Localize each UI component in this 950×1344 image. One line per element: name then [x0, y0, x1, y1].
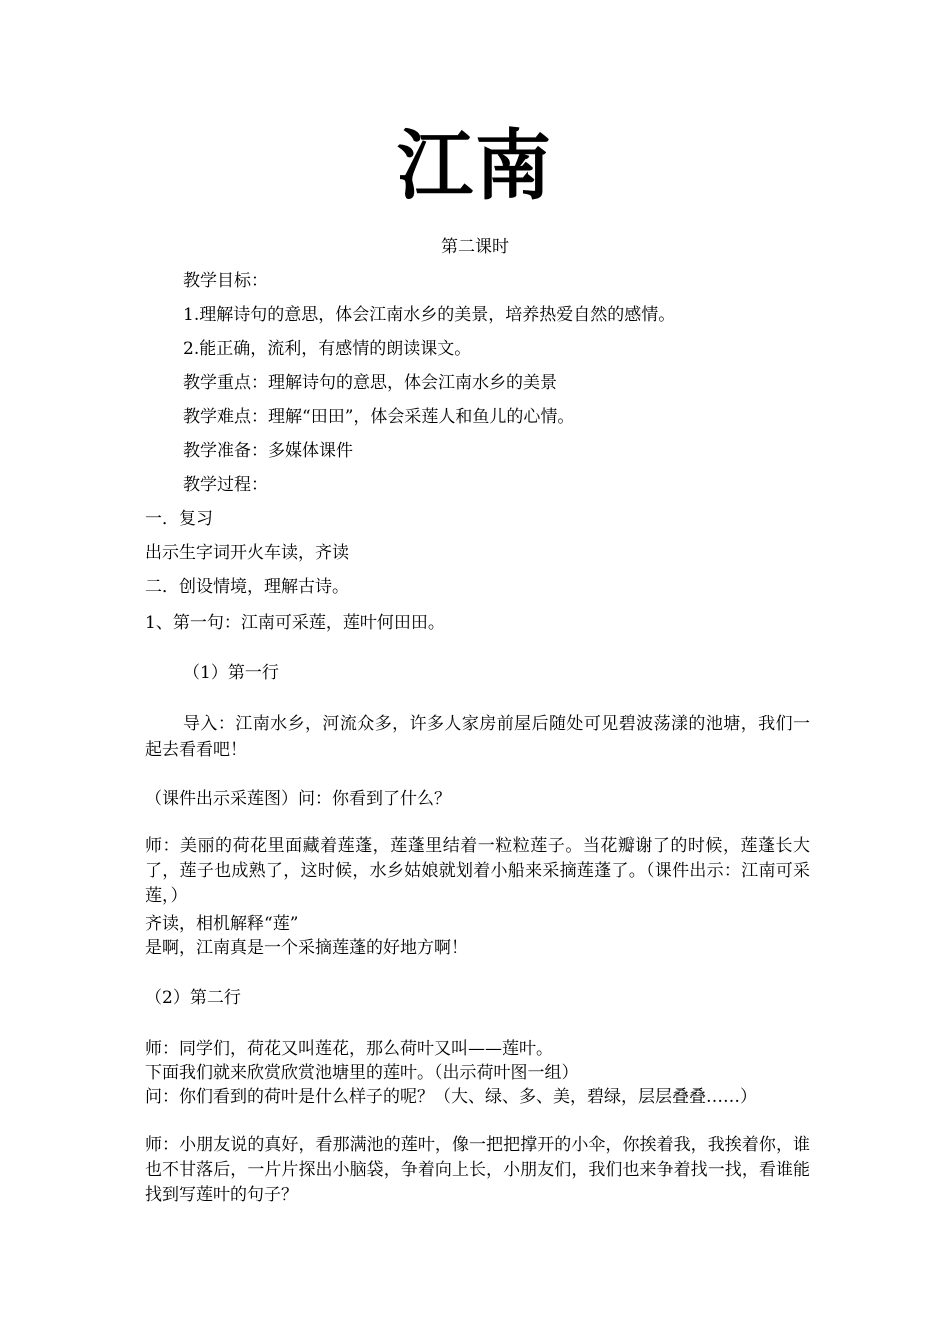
review-text: 出示生字词开火车读，齐读 — [145, 543, 349, 563]
row-2-heading: （2）第二行 — [145, 988, 241, 1008]
comment-1: 是啊，江南真是一个采摘莲蓬的好地方啊！ — [145, 938, 468, 958]
objective-1: 1.理解诗句的意思，体会江南水乡的美景，培养热爱自然的感情。 — [183, 305, 676, 325]
read-explain: 齐读，相机解释“莲” — [145, 914, 299, 934]
lesson-subtitle: 第二课时 — [441, 237, 509, 257]
difficulty: 教学难点：理解“田田”，体会采莲人和鱼儿的心情。 — [183, 407, 575, 427]
process-label: 教学过程： — [183, 475, 268, 495]
teacher-paragraph-1: 师：美丽的荷花里面藏着莲蓬，莲蓬里结着一粒粒莲子。当花瓣谢了的时候，莲蓬长大了，莲子也成熟了，这时候，水乡姑娘就划着小船来采摘莲蓬了。（课件出示：江南可采莲，） — [145, 836, 810, 906]
key-point: 教学重点：理解诗句的意思，体会江南水乡的美景 — [183, 373, 557, 393]
section-heading-poem: 二．创设情境，理解古诗。 — [145, 577, 349, 597]
sentence-1: 1、第一句：江南可采莲，莲叶何田田。 — [145, 613, 445, 633]
document-title: 江南 — [397, 121, 553, 210]
teacher-paragraph-3: 师：小朋友说的真好，看那满池的莲叶，像一把把撑开的小伞，你挨着我，我挨着你，谁也不甘落后，一片片探出小脑袋，争着向上长，小朋友们，我们也来争着找一找，看谁能找到写莲叶的句子？ — [145, 1135, 810, 1205]
preparation: 教学准备：多媒体课件 — [183, 441, 353, 461]
teacher-line-2: 师：同学们，荷花又叫莲花，那么荷叶又叫——莲叶。 — [145, 1039, 553, 1059]
question-1: （课件出示采莲图）问：你看到了什么？ — [145, 789, 451, 809]
intro-paragraph: 导入：江南水乡，河流众多，许多人家房前屋后随处可见碧波荡漾的池塘，我们一起去看看吧！ — [145, 714, 810, 760]
row-1-heading: （1）第一行 — [183, 663, 279, 683]
objective-2: 2.能正确，流利，有感情的朗读课文。 — [183, 339, 472, 359]
objectives-label: 教学目标： — [183, 271, 268, 291]
show-leaves: 下面我们就来欣赏欣赏池塘里的莲叶。（出示荷叶图一组） — [145, 1063, 579, 1083]
question-2: 问：你们看到的荷叶是什么样子的呢？（大、绿、多、美，碧绿，层层叠叠……） — [145, 1087, 757, 1107]
section-heading-review: 一．复习 — [145, 509, 213, 529]
